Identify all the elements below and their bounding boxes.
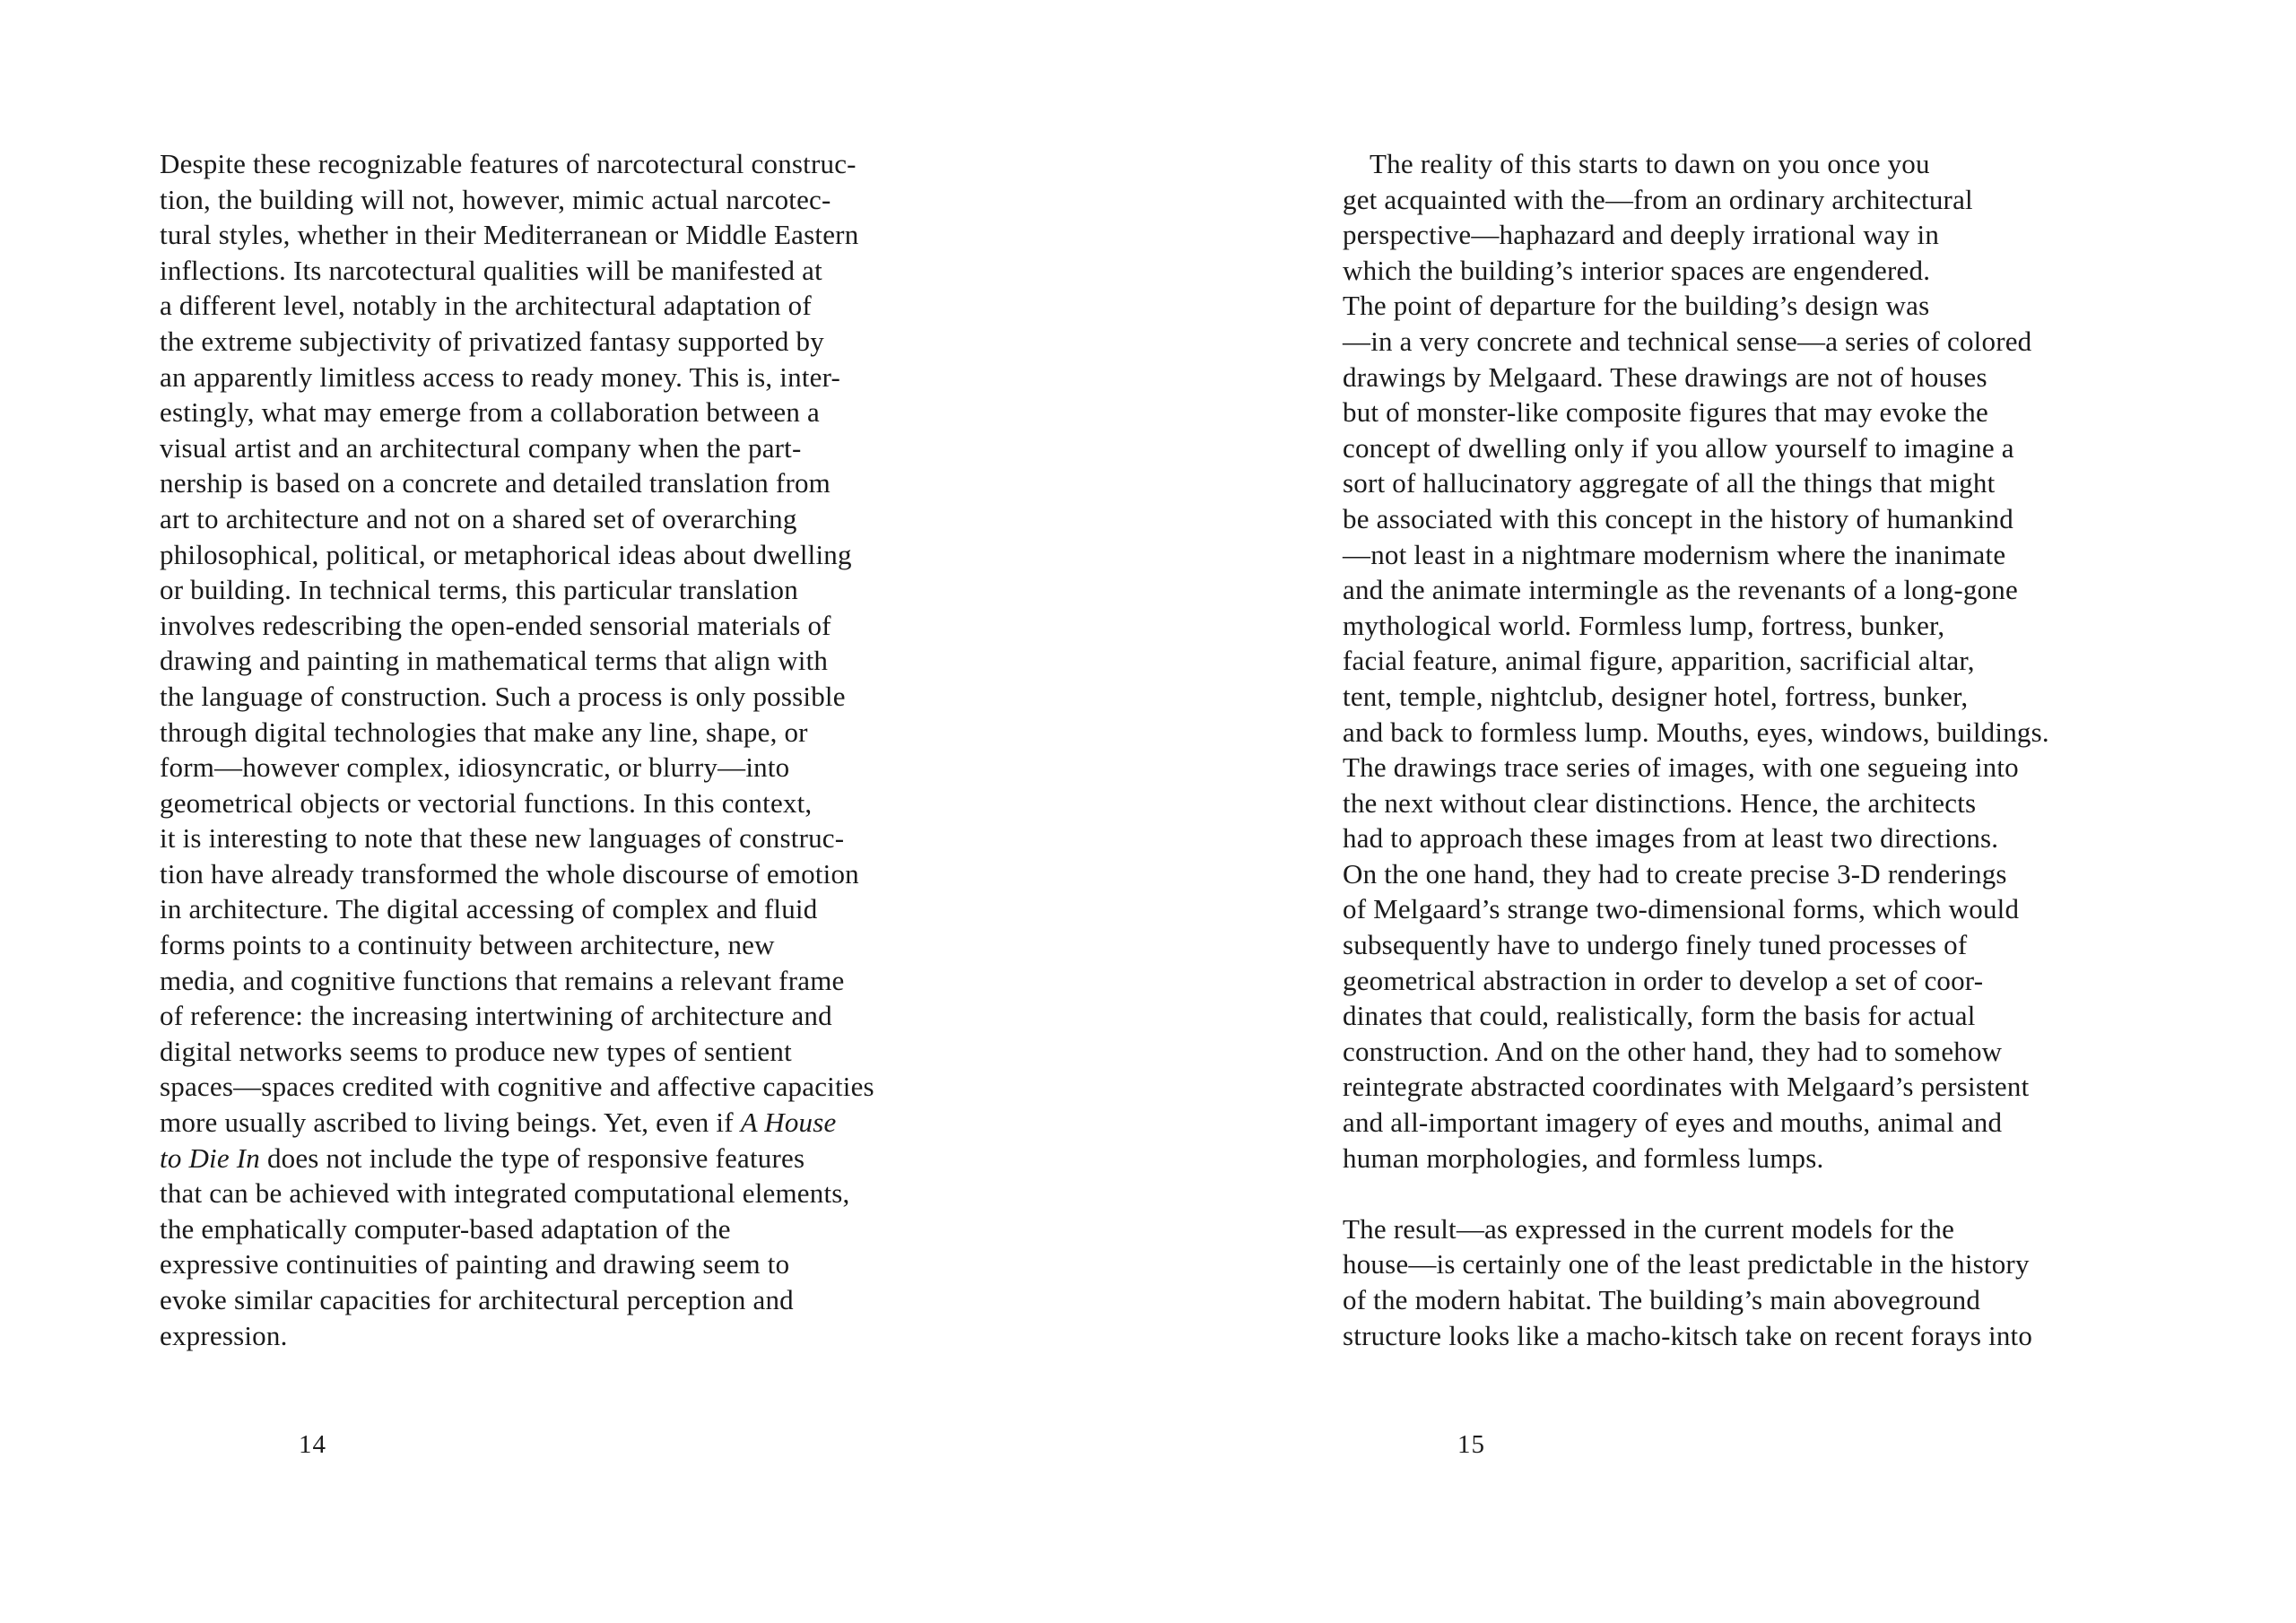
text-line: [1343, 572, 2248, 608]
text-line: [160, 856, 1065, 892]
text-segment: of Melgaard’s strange two-dimensional forms, which would: [1343, 893, 2020, 925]
text-line: [160, 253, 1065, 289]
text-line: [1343, 1246, 2248, 1282]
text-segment: involves redescribing the open-ended sensorial materials of: [160, 609, 831, 641]
text-segment: facial feature, animal figure, apparition, sacrificial altar,: [1343, 645, 1975, 677]
text-line: [1343, 501, 2248, 537]
text-line: [1343, 537, 2248, 573]
text-line: [160, 465, 1065, 501]
text-segment: the extreme subjectivity of privatized fantasy supported by: [160, 325, 824, 357]
text-segment: The point of departure for the building’s design was: [1343, 290, 1930, 322]
text-segment: and back to formless lump. Mouths, eyes, windows, buildings.: [1343, 716, 2049, 748]
text-segment: mythological world. Formless lump, fortress, bunker,: [1343, 609, 1945, 641]
text-line: [160, 963, 1065, 999]
text-segment: a different level, notably in the architectural adaptation of: [160, 290, 812, 322]
text-line: [1343, 1034, 2248, 1070]
text-line: [1343, 1105, 2248, 1141]
text-line: [1343, 679, 2248, 715]
text-segment: structure looks like a macho-kitsch take on recent forays into: [1343, 1319, 2033, 1351]
paragraph: [160, 146, 1065, 1353]
text-segment: of reference: the increasing intertwining of architecture and: [160, 1000, 832, 1032]
text-segment: —not least in a nightmare modernism where the inanimate: [1343, 538, 2006, 570]
text-line: [1343, 288, 2248, 324]
text-segment: and all-important imagery of eyes and mouths, animal and: [1343, 1107, 2003, 1139]
work-title-italic: A House: [740, 1107, 837, 1139]
text-segment: tion, the building will not, however, mimic actual narcotec-: [160, 183, 831, 215]
text-line: [160, 891, 1065, 927]
text-segment: reintegrate abstracted coordinates with Melgaard’s persistent: [1343, 1071, 2030, 1103]
text-line: [160, 679, 1065, 715]
text-segment: sort of hallucinatory aggregate of all the things that might: [1343, 467, 1996, 499]
text-segment: concept of dwelling only if you allow yourself to imagine a: [1343, 431, 2014, 464]
text-segment: nership is based on a concrete and detailed translation from: [160, 467, 831, 499]
text-line: [1343, 465, 2248, 501]
text-line: [160, 501, 1065, 537]
text-line: [1343, 820, 2248, 856]
paragraph: [1343, 1211, 2248, 1353]
text-line: [1343, 750, 2248, 785]
text-segment: had to approach these images from at least two directions.: [1343, 822, 1999, 855]
text-line: [160, 324, 1065, 360]
text-line: [160, 1141, 1065, 1176]
text-line: [1343, 963, 2248, 999]
text-segment: the language of construction. Such a process is only possible: [160, 680, 846, 712]
text-segment: tent, temple, nightclub, designer hotel, fortress, bunker,: [1343, 680, 1969, 712]
text-line: [1343, 1211, 2248, 1247]
text-segment: more usually ascribed to living beings. Yet, even if: [160, 1107, 741, 1139]
text-line: [160, 537, 1065, 573]
paragraph: [1343, 146, 2248, 1176]
text-segment: or building. In technical terms, this particular translation: [160, 574, 798, 606]
text-segment: which the building’s interior spaces are engendered.: [1343, 254, 1931, 286]
text-line: [1343, 998, 2248, 1034]
text-line: [160, 715, 1065, 751]
right-page-text-column: [1343, 146, 2248, 1353]
text-line: [160, 1176, 1065, 1211]
text-segment: dinates that could, realistically, form the basis for actual: [1343, 1000, 1976, 1032]
text-segment: On the one hand, they had to create precise 3-D renderings: [1343, 857, 2007, 890]
text-line: [1343, 891, 2248, 927]
text-segment: The result—as expressed in the current models for the: [1343, 1212, 1955, 1245]
text-segment: an apparently limitless access to ready money. This is, inter-: [160, 360, 841, 393]
text-segment: drawings by Melgaard. These drawings are not of houses: [1343, 360, 1987, 393]
text-line: [160, 927, 1065, 963]
text-line: [1343, 324, 2248, 360]
text-segment: that can be achieved with integrated computational elements,: [160, 1177, 850, 1210]
text-segment: Despite these recognizable features of narcotectural construc-: [160, 148, 857, 179]
text-line: [160, 360, 1065, 395]
text-segment: the next without clear distinctions. Hence, the architects: [1343, 786, 1977, 819]
text-line: [1343, 253, 2248, 289]
text-line: [160, 785, 1065, 821]
text-segment: through digital technologies that make any line, shape, or: [160, 716, 808, 748]
text-line: [160, 395, 1065, 430]
text-line: [160, 1211, 1065, 1247]
text-line: [160, 146, 1065, 182]
text-segment: it is interesting to note that these new languages of construc-: [160, 822, 845, 855]
text-segment: —in a very concrete and technical sense—a series of colored: [1343, 325, 2032, 357]
text-line: [160, 572, 1065, 608]
text-line: [1343, 785, 2248, 821]
text-segment: spaces—spaces credited with cognitive and affective capacities: [160, 1071, 874, 1103]
text-segment: visual artist and an architectural company when the part-: [160, 431, 802, 464]
text-segment: The reality of this starts to dawn on you once you: [1370, 148, 1930, 179]
text-segment: expression.: [160, 1319, 288, 1351]
text-line: [160, 750, 1065, 785]
text-segment: digital networks seems to produce new types of sentient: [160, 1035, 792, 1067]
text-line: [1343, 360, 2248, 395]
right-page-number: 15: [1457, 1430, 1485, 1459]
text-line: [160, 1069, 1065, 1105]
text-line: [1343, 430, 2248, 466]
text-segment: drawing and painting in mathematical terms that align with: [160, 645, 829, 677]
text-segment: construction. And on the other hand, they had to somehow: [1343, 1035, 2003, 1067]
text-segment: tion have already transformed the whole discourse of emotion: [160, 857, 859, 890]
text-segment: media, and cognitive functions that remains a relevant frame: [160, 964, 845, 996]
text-segment: geometrical abstraction in order to develop a set of coor-: [1343, 964, 1984, 996]
text-line: [160, 1105, 1065, 1141]
text-line: [1343, 715, 2248, 751]
text-segment: and the animate intermingle as the revenants of a long-gone: [1343, 574, 2018, 606]
text-segment: in architecture. The digital accessing of complex and fluid: [160, 893, 818, 925]
text-line: [160, 288, 1065, 324]
text-segment: art to architecture and not on a shared set of overarching: [160, 502, 797, 534]
text-segment: forms points to a continuity between architecture, new: [160, 929, 775, 961]
text-segment: of the modern habitat. The building’s main aboveground: [1343, 1284, 1981, 1315]
text-line: [1343, 182, 2248, 218]
text-segment: estingly, what may emerge from a collaboration between a: [160, 396, 820, 429]
text-line: [1343, 1318, 2248, 1354]
text-line: [1343, 1282, 2248, 1318]
text-segment: human morphologies, and formless lumps.: [1343, 1141, 1824, 1174]
text-line: [1343, 1069, 2248, 1105]
text-segment: evoke similar capacities for architectural perception and: [160, 1284, 794, 1315]
text-segment: but of monster-like composite figures that may evoke the: [1343, 396, 1988, 429]
text-segment: perspective—haphazard and deeply irrational way in: [1343, 219, 1940, 251]
text-line: [1343, 146, 2248, 182]
text-segment: subsequently have to undergo finely tuned processes of: [1343, 929, 1968, 961]
text-line: [160, 820, 1065, 856]
text-segment: The drawings trace series of images, with one segueing into: [1343, 751, 2019, 784]
text-segment: geometrical objects or vectorial functions. In this context,: [160, 786, 813, 819]
text-segment: the emphatically computer-based adaptation of the: [160, 1212, 731, 1245]
text-segment: get acquainted with the—from an ordinary architectural: [1343, 183, 1973, 215]
text-segment: house—is certainly one of the least predictable in the history: [1343, 1248, 2030, 1280]
text-line: [160, 643, 1065, 679]
text-segment: philosophical, political, or metaphorical ideas about dwelling: [160, 538, 852, 570]
text-line: [160, 1246, 1065, 1282]
text-line: [1343, 643, 2248, 679]
text-segment: form—however complex, idiosyncratic, or blurry—into: [160, 751, 790, 784]
left-page-text-column: [160, 146, 1065, 1353]
left-page-number: 14: [299, 1430, 326, 1459]
text-line: [1343, 395, 2248, 430]
text-line: [160, 1282, 1065, 1318]
text-line: [1343, 856, 2248, 892]
text-line: [1343, 1141, 2248, 1176]
text-line: [1343, 608, 2248, 644]
text-segment: be associated with this concept in the history of humankind: [1343, 502, 2013, 534]
text-segment: expressive continuities of painting and drawing seem to: [160, 1248, 790, 1280]
text-line: [160, 998, 1065, 1034]
text-line: [160, 182, 1065, 218]
text-line: [1343, 927, 2248, 963]
text-line: [1343, 217, 2248, 253]
text-segment: inflections. Its narcotectural qualities will be manifested at: [160, 254, 822, 286]
text-line: [160, 608, 1065, 644]
text-segment: does not include the type of responsive features: [260, 1141, 805, 1174]
work-title-italic: to Die In: [160, 1141, 260, 1174]
text-line: [160, 1034, 1065, 1070]
text-line: [160, 1318, 1065, 1354]
text-line: [160, 430, 1065, 466]
text-line: [160, 217, 1065, 253]
text-segment: tural styles, whether in their Mediterranean or Middle Eastern: [160, 219, 859, 251]
